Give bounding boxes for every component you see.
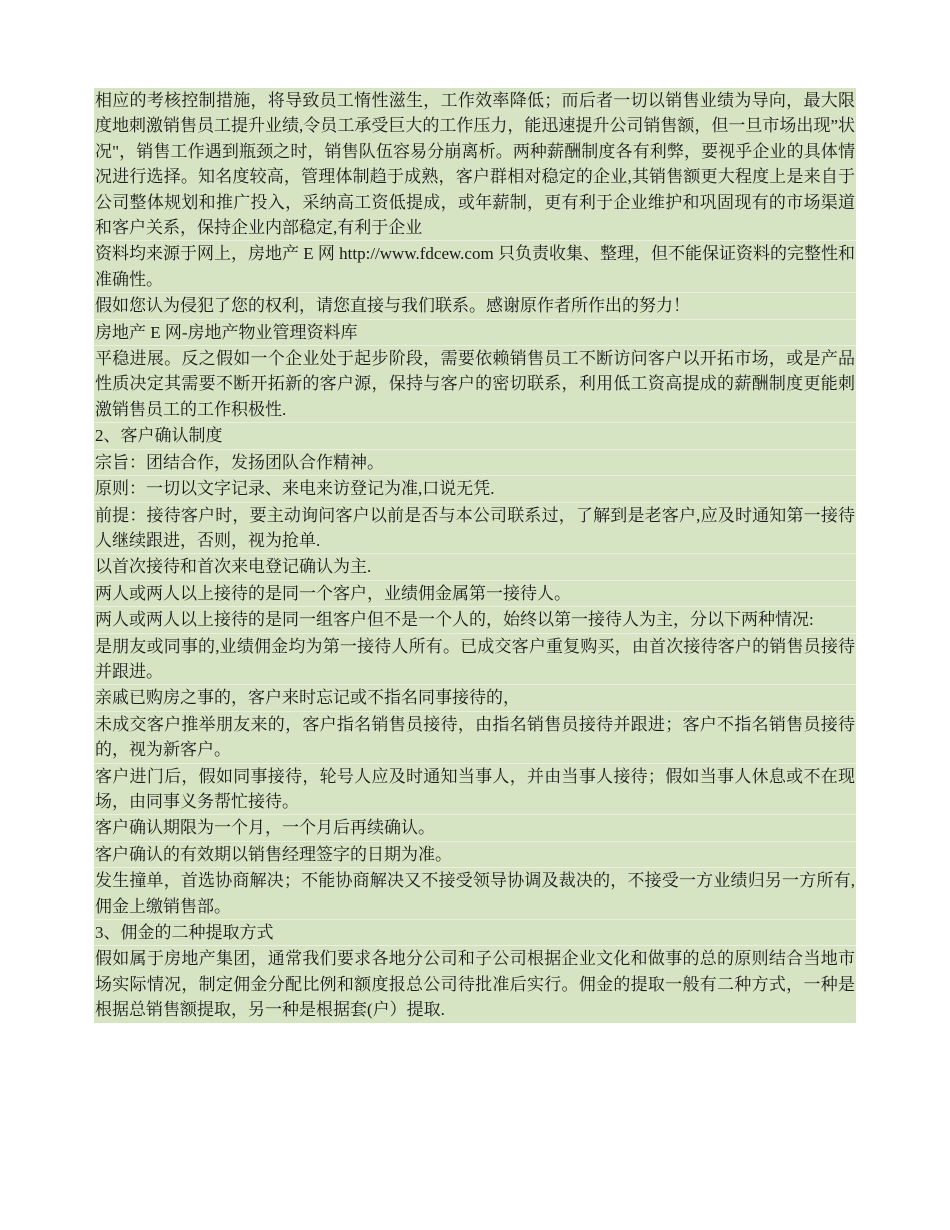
paragraph-validity: 客户确认的有效期以销售经理签字的日期为准。 — [94, 842, 856, 868]
paragraph-source-notice: 资料均来源于网上，房地产 E 网 http://www.fdcew.com 只负责收集、整理，但不能保证资料的完整性和准确性。 — [94, 241, 856, 293]
paragraph-first-reception: 以首次接待和首次来电登记确认为主. — [94, 554, 856, 580]
paragraph-confirmation-period: 客户确认期限为一个月，一个月后再续确认。 — [94, 815, 856, 841]
paragraph-conflict: 发生撞单，首选协商解决；不能协商解决又不接受领导协调及裁决的，不接受一方业绩归另一方所有,佣金上缴销售部。 — [94, 868, 856, 920]
document-body — [94, 88, 856, 1023]
paragraph-purpose: 宗旨：团结合作，发扬团队合作精神。 — [94, 450, 856, 476]
paragraph-walk-in: 客户进门后，假如同事接待，轮号人应及时通知当事人，并由当事人接待；假如当事人休息或不在现场，由同事义务帮忙接待。 — [94, 764, 856, 816]
paragraph-site-name: 房地产 E 网-房地产物业管理资料库 — [94, 320, 856, 346]
paragraph-commission-methods: 假如属于房地产集团，通常我们要求各地分公司和子公司根据企业文化和做事的总的原则结合当地市场实际情况，制定佣金分配比例和额度报总公司待批准后实行。佣金的提取一般有二种方式，一种是根据总销售额提取，另一种是根据套(户）提取. — [95, 949, 855, 1020]
paragraph-principle: 原则：一切以文字记录、来电来访登记为准,口说无凭. — [94, 476, 856, 502]
paragraph-referrals: 未成交客户推举朋友来的，客户指名销售员接待，由指名销售员接待并跟进；客户不指名销售员接待的，视为新客户。 — [94, 712, 856, 764]
paragraph-same-group: 两人或两人以上接待的是同一组客户但不是一个人的，始终以第一接待人为主，分以下两种情况: — [94, 607, 856, 633]
paragraph-relatives: 亲戚已购房之事的，客户来时忘记或不指名同事接待的， — [94, 685, 856, 711]
paragraph-friends-colleagues: 是朋友或同事的,业绩佣金均为第一接待人所有。已成交客户重复购买，由首次接待客户的销售员接待并跟进。 — [94, 634, 856, 686]
paragraph-stable-development: 平稳进展。反之假如一个企业处于起步阶段，需要依赖销售员工不断访问客户以开拓市场，或是产品性质决定其需要不断开拓新的客户源，保持与客户的密切联系，利用低工资高提成的薪酬制度更能刺激销售员工的工作积极性. — [94, 346, 856, 423]
section-heading-customer-confirmation: 2、客户确认制度 — [94, 423, 856, 449]
paragraph-premise: 前提：接待客户时，要主动询问客户以前是否与本公司联系过，了解到是老客户,应及时通知第一接待人继续跟进，否则，视为抢单. — [94, 503, 856, 555]
paragraph-same-customer: 两人或两人以上接待的是同一个客户，业绩佣金属第一接待人。 — [94, 581, 856, 607]
paragraph-rights-notice: 假如您认为侵犯了您的权利，请您直接与我们联系。感谢原作者所作出的努力！ — [94, 293, 856, 319]
paragraph-salary-systems: 相应的考核控制措施，将导致员工惰性滋生，工作效率降低；而后者一切以销售业绩为导向，最大限度地刺激销售员工提升业绩,令员工承受巨大的工作压力，能迅速提升公司销售额，但一旦市场出现”状况"，销售工作遇到瓶颈之时，销售队伍容易分崩离析。两种薪酬制度各有利弊，要视乎企业的具体情况进行选择。知名度较高，管理体制趋于成熟，客户群相对稳定的企业,其销售额更大程度上是来自于公司整体规划和推广投入，采纳高工资低提成，或年薪制，更有利于企业维护和巩固现有的市场渠道和客户关系，保持企业内部稳定,有利于企业 — [94, 88, 856, 241]
section-heading-commission: 3、佣金的二种提取方式 — [94, 920, 856, 946]
